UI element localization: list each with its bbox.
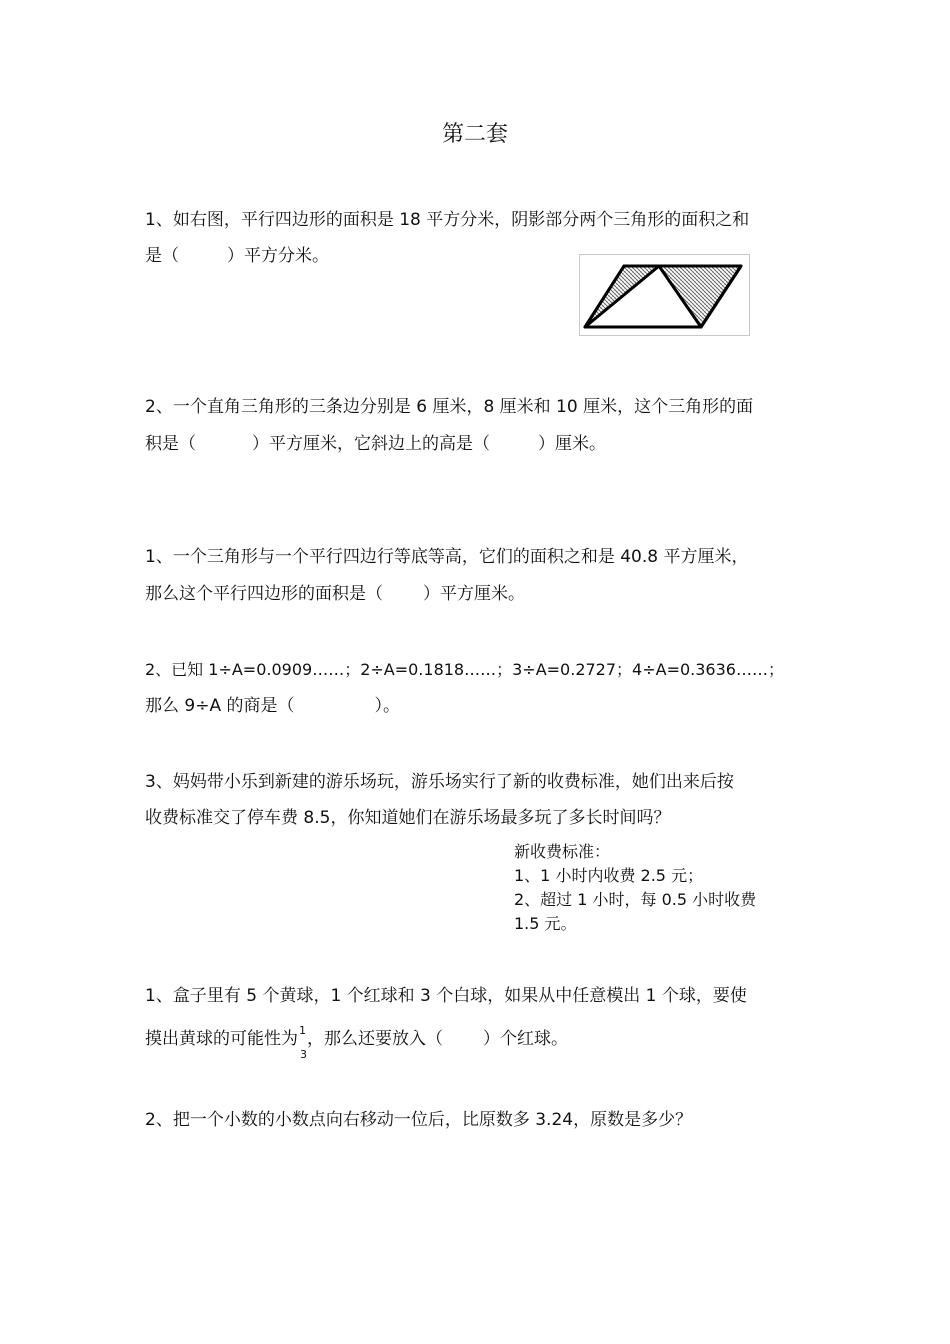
- s2-q2-text-a: 那么 9÷A 的商是（: [145, 696, 295, 716]
- s1-q2-line2: [145, 432, 606, 456]
- s2-q1-line2: [145, 582, 525, 606]
- s3-q1-text-b: ，那么还要放入（: [307, 1029, 443, 1049]
- fee-rule-2a: 2、超过 1 小时，每 0.5 小时收费: [514, 890, 757, 909]
- fraction-numerator: 1: [299, 1024, 306, 1037]
- s1-q1-line1: 1、如右图，平行四边形的面积是 18 平方分米，阴影部分两个三角形的面积之和: [145, 210, 750, 230]
- shaded-triangle-left: [585, 266, 659, 327]
- s3-q1-line1: 1、盒子里有 5 个黄球，1 个红球和 3 个白球，如果从中任意模出 1 个球，要使: [145, 986, 747, 1006]
- s2-q3-line2: 收费标准交了停车费 8.5，你知道她们在游乐场最多玩了多长时间吗？: [145, 808, 671, 828]
- s3-q1-text-c: ）个红球。: [483, 1029, 568, 1049]
- page-title: 第二套: [441, 122, 508, 147]
- s2-q2-text-b: ）。: [374, 696, 400, 716]
- s2-q1-text-b: ）平方厘米。: [423, 584, 525, 604]
- s2-q1-line1: 1、一个三角形与一个平行四边行等底等高，它们的面积之和是 40.8 平方厘米，: [145, 547, 749, 567]
- s3-q1-line2: [145, 1024, 568, 1061]
- s3-q1-text-a: 摸出黄球的可能性为: [145, 1029, 298, 1049]
- s2-q2-line1: 2、已知 1÷A=0.0909……；2÷A=0.1818……；3÷A=0.2727；4÷A=0.3636……；: [145, 660, 784, 679]
- shaded-triangle-right: [659, 266, 741, 327]
- s1-q1-line2: [145, 244, 329, 268]
- s2-q2-line2: [145, 694, 400, 718]
- fee-rule-2b: 1.5 元。: [514, 914, 577, 933]
- s1-q2-text-c: ）厘米。: [538, 434, 606, 454]
- parallelogram-figure: [579, 254, 750, 336]
- s2-q3-line1: 3、妈妈带小乐到新建的游乐场玩，游乐场实行了新的收费标准，她们出来后按: [145, 772, 734, 792]
- s1-q2-text-b: ）平方厘米，它斜边上的高是（: [252, 434, 490, 454]
- s1-q2-text-a: 积是（: [145, 434, 196, 454]
- fraction-denominator: 3: [300, 1048, 307, 1061]
- s1-q1-text-b: ）平方分米。: [227, 246, 329, 266]
- fee-heading: 新收费标准：: [514, 842, 611, 861]
- s2-q1-text-a: 那么这个平行四边形的面积是（: [145, 584, 383, 604]
- fee-rule-1: 1、1 小时内收费 2.5 元；: [514, 866, 704, 885]
- s3-q2-line1: 2、把一个小数的小数点向右移动一位后，比原数多 3.24，原数是多少？: [145, 1110, 693, 1130]
- s1-q2-line1: 2、一个直角三角形的三条边分别是 6 厘米，8 厘米和 10 厘米，这个三角形的面: [145, 397, 754, 417]
- fraction-one-third: [298, 1024, 307, 1061]
- s1-q1-text-a: 是（: [145, 246, 179, 266]
